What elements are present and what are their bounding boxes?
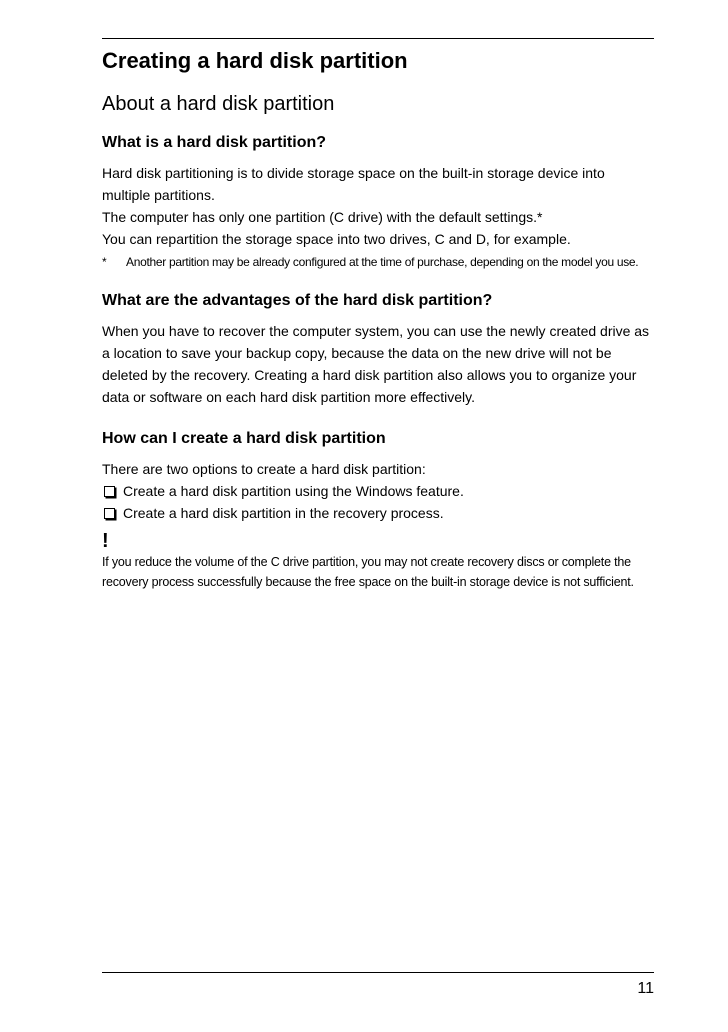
heading-how-to-create: How can I create a hard disk partition [102, 430, 386, 447]
option-text: Create a hard disk partition using the Windows feature. [123, 483, 464, 499]
option-text: Create a hard disk partition in the recovery process. [123, 505, 444, 521]
paragraph-repartition: You can repartition the storage space into two drives, C and D, for example. [102, 231, 571, 247]
section-title: About a hard disk partition [102, 93, 335, 115]
footnote [102, 254, 654, 270]
heading-what-is-partition: What is a hard disk partition? [102, 134, 327, 151]
footer-rule [102, 972, 654, 973]
chapter-title: Creating a hard disk partition [102, 48, 408, 73]
footnote-mark: * [102, 255, 107, 269]
list-item [102, 502, 654, 524]
list-item [102, 480, 654, 502]
page-number: 11 [637, 980, 654, 997]
section-how-to-create [102, 428, 654, 524]
footnote-text: Another partition may be already configured at the time of purchase, depending on the model you use. [126, 255, 639, 269]
exclamation-icon: ! [102, 530, 109, 552]
header-rule [102, 38, 654, 39]
paragraph-default-partition: The computer has only one partition (C drive) with the default settings.* [102, 209, 543, 225]
checkbox-bullet-icon [104, 486, 115, 497]
document-page [102, 0, 654, 1032]
section-what-is-partition [102, 132, 654, 270]
caution-text: If you reduce the volume of the C drive partition, you may not create recovery discs or complete the recovery process successfully because the free space on the built-in storage device is not sufficient. [102, 555, 634, 589]
paragraph-options-intro: There are two options to create a hard disk partition: [102, 461, 426, 477]
caution-note [102, 530, 654, 592]
paragraph-definition: Hard disk partitioning is to divide storage space on the built-in storage device into multiple partitions. [102, 165, 605, 203]
checkbox-bullet-icon [104, 508, 115, 519]
paragraph-advantages: When you have to recover the computer system, you can use the newly created drive as a location to save your backup copy, because the data on the new drive will not be deleted by the recovery. Creating a hard disk partition also allows you to organize your data or software on each hard disk partition more effectively. [102, 323, 650, 405]
page-content [102, 46, 654, 592]
section-advantages [102, 290, 654, 408]
options-list [102, 480, 654, 524]
heading-advantages: What are the advantages of the hard disk partition? [102, 292, 493, 309]
